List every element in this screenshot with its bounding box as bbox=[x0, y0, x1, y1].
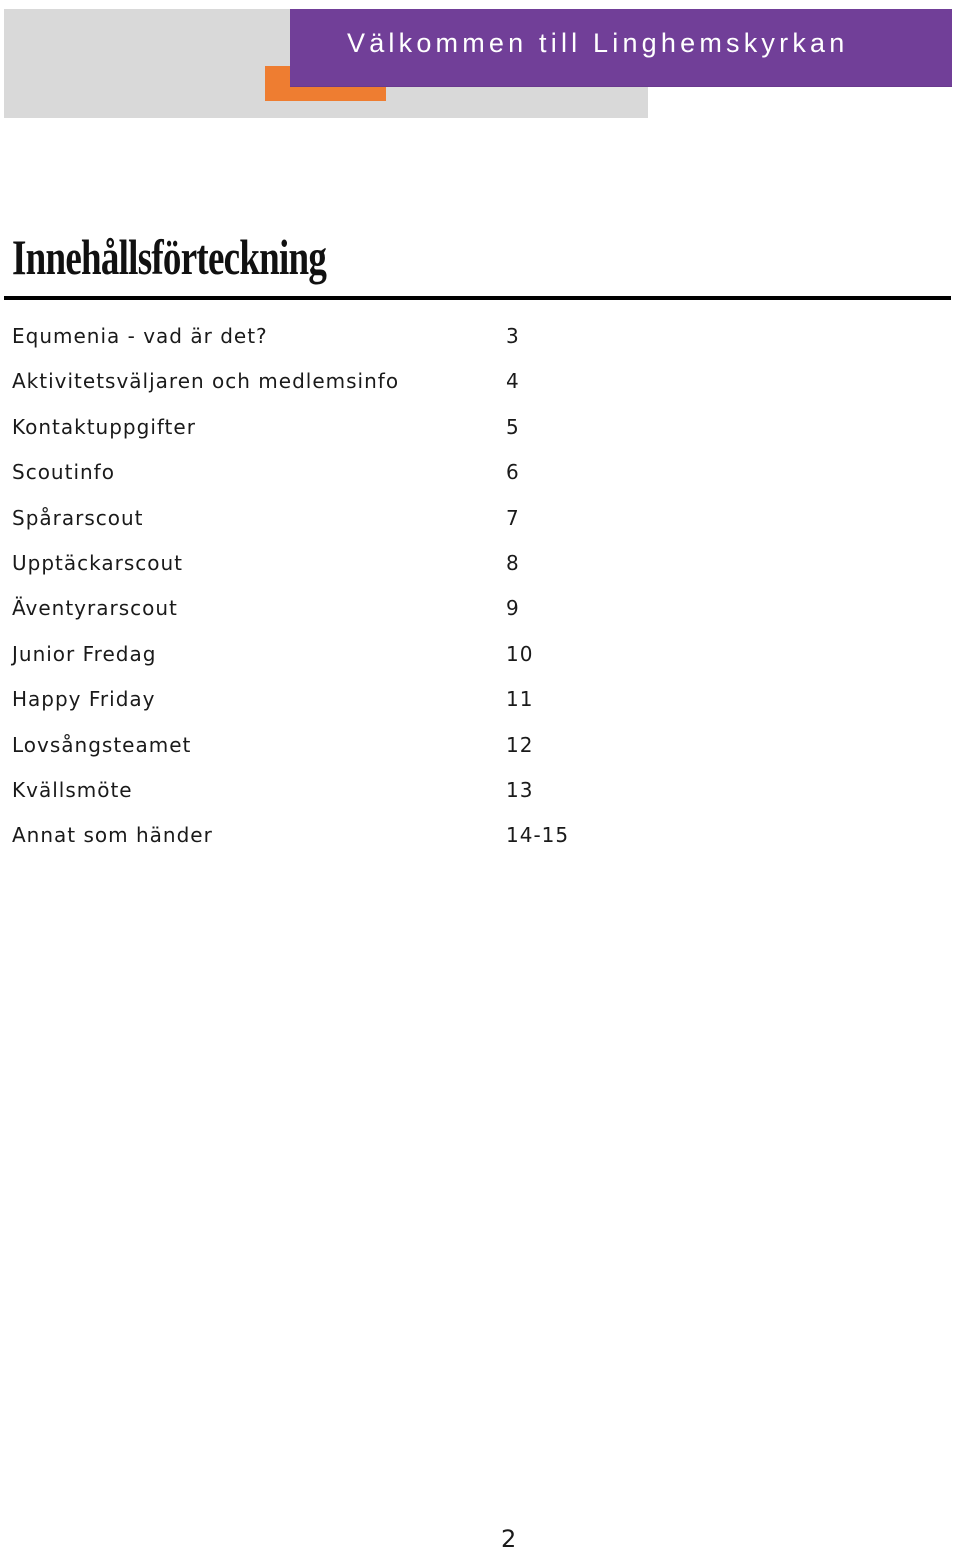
toc-entry bbox=[0, 318, 960, 363]
toc-entry-page: 11 bbox=[506, 687, 534, 712]
toc-entry-label: Equmenia - vad är det? bbox=[12, 324, 268, 348]
toc-entry-label: Lovsångsteamet bbox=[12, 732, 192, 757]
toc-entry-page: 7 bbox=[506, 505, 520, 530]
toc-entry-page: 6 bbox=[506, 460, 520, 485]
toc-entry-label: Happy Friday bbox=[12, 687, 156, 712]
toc-entry bbox=[0, 363, 960, 408]
toc-entry-page: 12 bbox=[506, 732, 534, 757]
toc-entry-label: Spårarscout bbox=[12, 505, 144, 530]
toc-entry-label: Kontaktuppgifter bbox=[12, 414, 196, 439]
toc-entry bbox=[0, 409, 960, 454]
toc-entry bbox=[0, 817, 960, 862]
toc-entry-label: Aktivitetsväljaren och medlemsinfo bbox=[12, 369, 400, 394]
toc-entry bbox=[0, 772, 960, 817]
toc-entry-label: Kvällsmöte bbox=[12, 777, 133, 802]
toc-entry bbox=[0, 500, 960, 545]
toc-entry bbox=[0, 590, 960, 635]
toc-heading: Innehållsförteckning bbox=[12, 229, 327, 285]
toc-list bbox=[0, 318, 960, 863]
toc-entry bbox=[0, 727, 960, 772]
toc-entry bbox=[0, 454, 960, 499]
toc-entry-page: 13 bbox=[506, 777, 534, 802]
page-number: 2 bbox=[501, 1525, 517, 1553]
toc-entry-label: Annat som händer bbox=[12, 823, 213, 848]
toc-entry-page: 14-15 bbox=[506, 823, 570, 848]
toc-entry-page: 10 bbox=[506, 641, 534, 666]
toc-entry-page: 5 bbox=[506, 414, 520, 439]
toc-entry bbox=[0, 681, 960, 726]
toc-entry-label: Äventyrarscout bbox=[12, 596, 178, 621]
toc-entry-page: 8 bbox=[506, 550, 520, 575]
toc-entry-page: 3 bbox=[506, 324, 520, 348]
toc-entry-label: Scoutinfo bbox=[12, 460, 115, 485]
toc-entry-page: 9 bbox=[506, 596, 520, 621]
toc-entry-label: Upptäckarscout bbox=[12, 550, 184, 575]
toc-entry-label: Junior Fredag bbox=[12, 641, 157, 666]
toc-entry-page: 4 bbox=[506, 369, 520, 394]
toc-divider bbox=[4, 296, 951, 300]
header-title: Välkommen till Linghemskyrkan bbox=[347, 28, 849, 58]
toc-entry bbox=[0, 545, 960, 590]
toc-entry bbox=[0, 636, 960, 681]
